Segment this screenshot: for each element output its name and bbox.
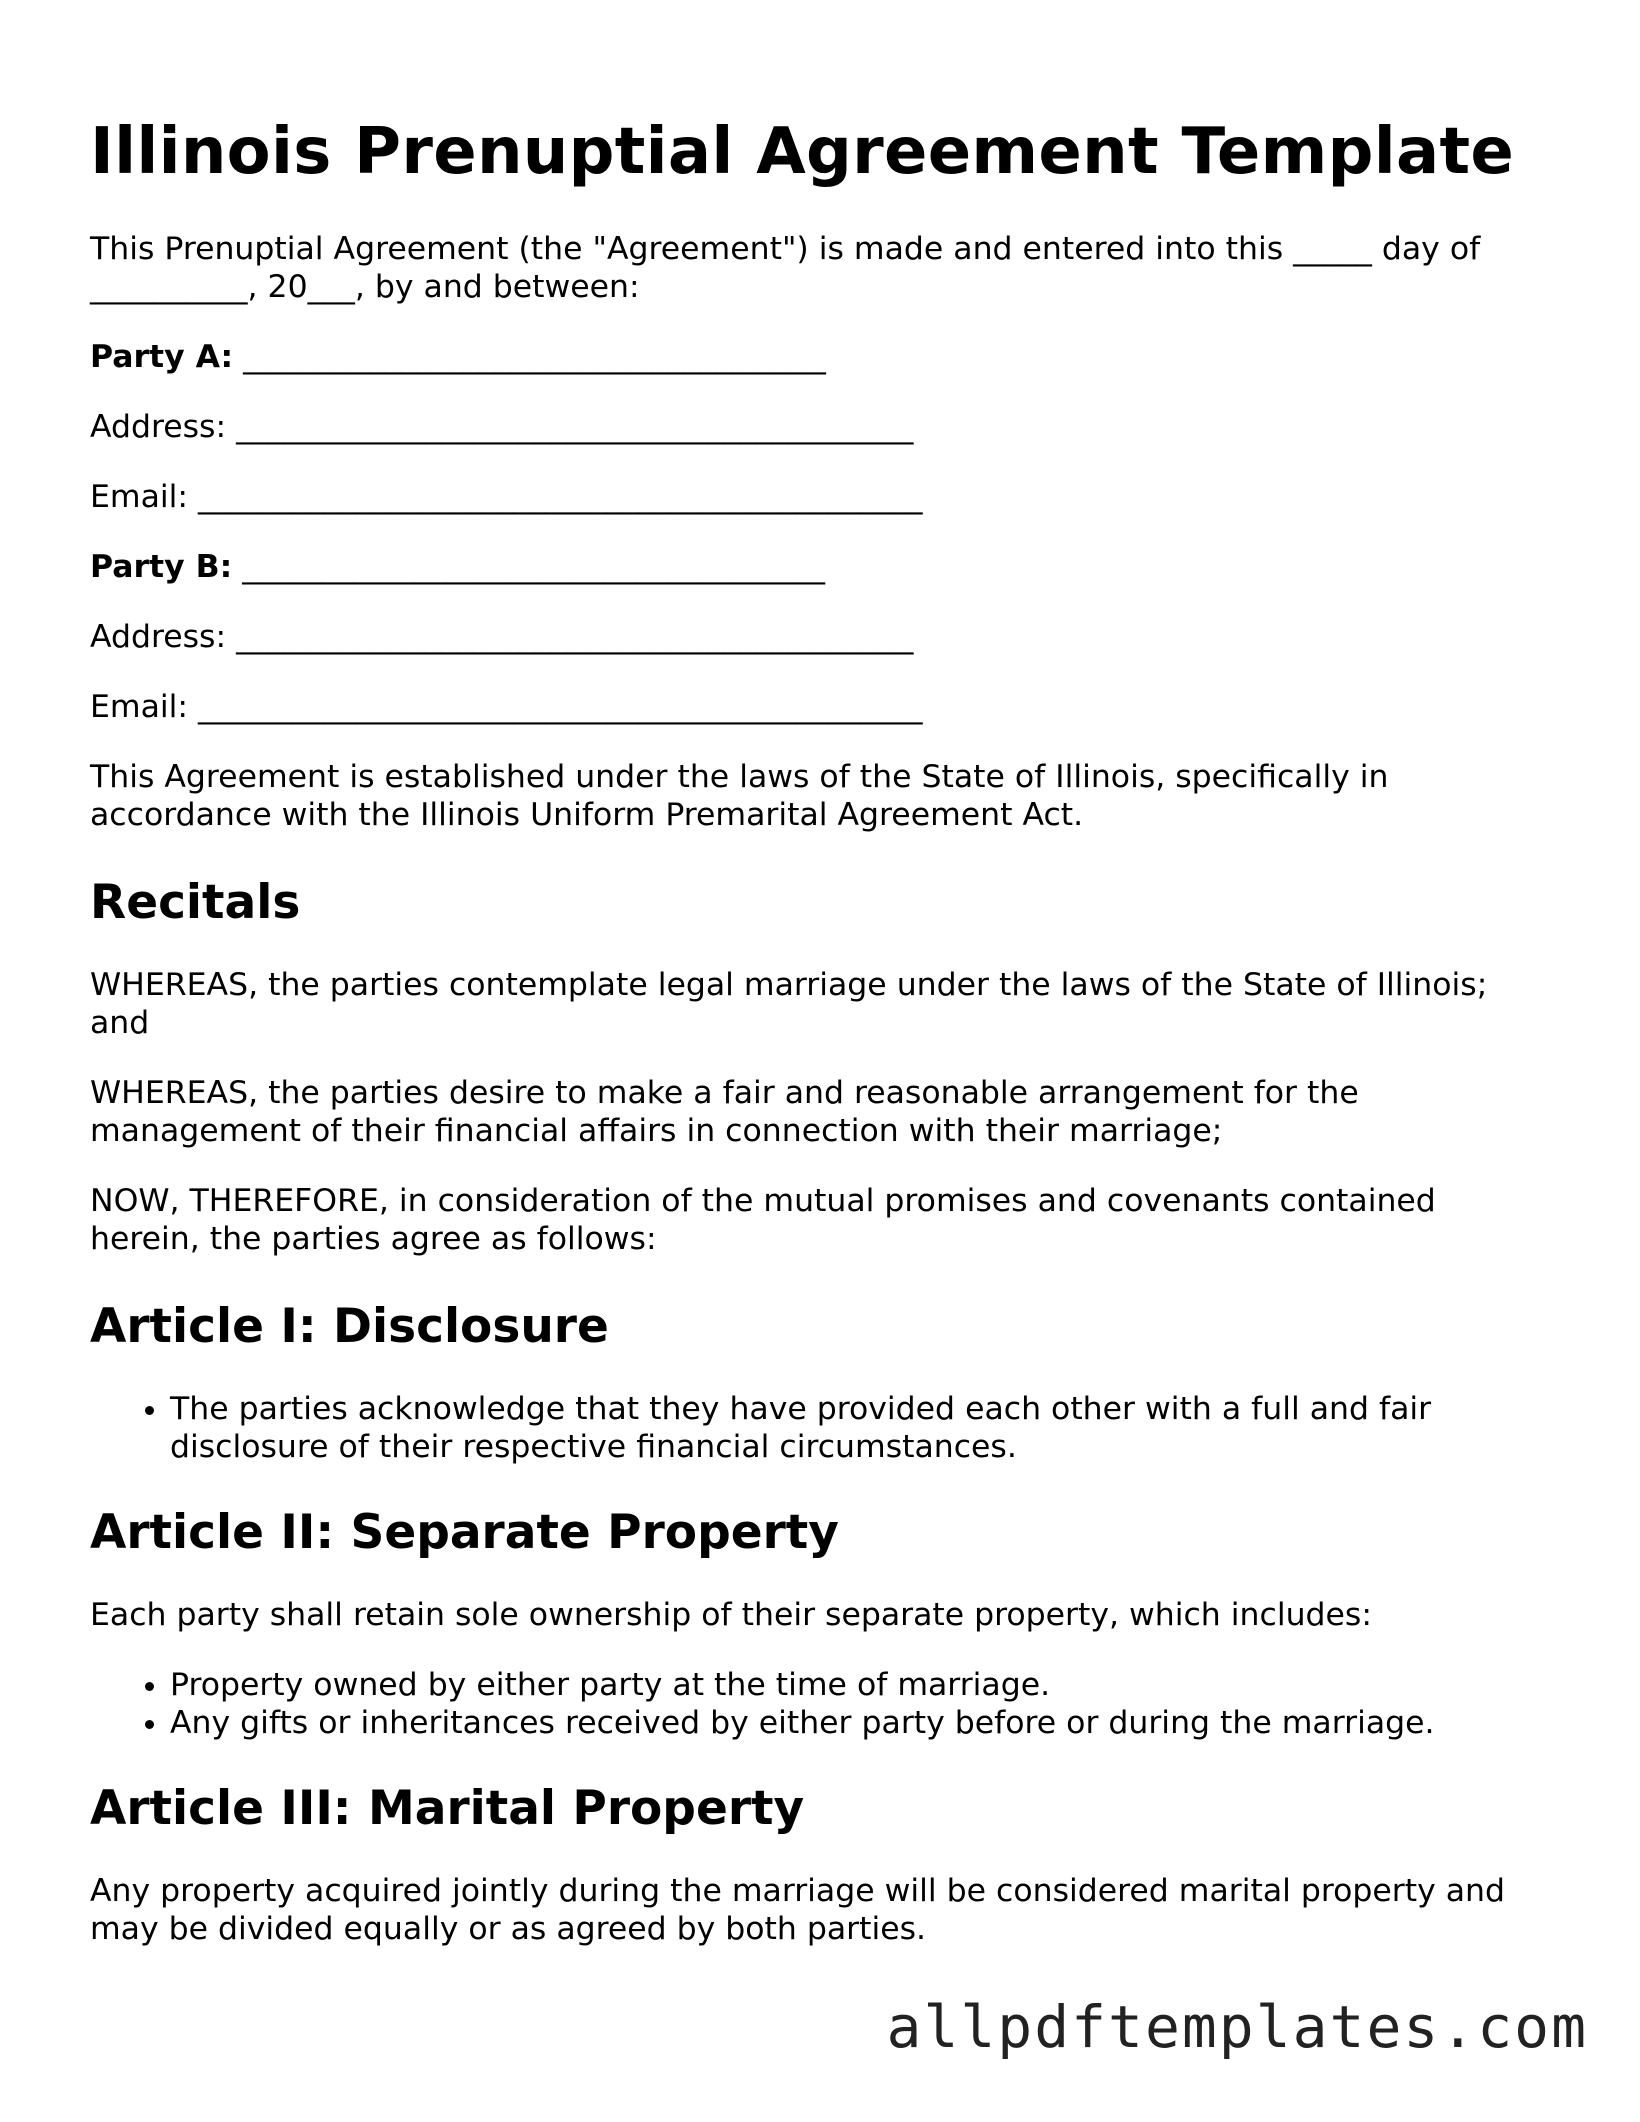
party-a-blank: _____________________________________	[233, 339, 826, 375]
list-item: • Any gifts or inheritances received by either party before or during the marriage.	[170, 1704, 1550, 1742]
party-a-email: Email: ______________________________________________	[90, 479, 923, 515]
document-page	[90, 112, 1550, 1980]
party-a-address: Address: ___________________________________________	[90, 409, 914, 445]
party-a-line	[90, 338, 1550, 376]
list-item: • Property owned by either party at the time of marriage.	[170, 1666, 1550, 1704]
article-2-heading: Article II: Separate Property	[90, 1505, 839, 1560]
recitals-heading: Recitals	[90, 875, 301, 930]
party-b-label: Party B:	[90, 549, 233, 585]
watermark-text: allpdftemplates.com	[886, 1993, 1588, 2061]
governing-law-paragraph: This Agreement is established under the laws of the State of Illinois, specifically in accordance with the Illinois Uniform Premarital Agreement Act.	[90, 759, 1389, 833]
article-1-list	[90, 1390, 1550, 1466]
recital-paragraph: WHEREAS, the parties contemplate legal marriage under the laws of the State of Illinois; and	[90, 967, 1488, 1041]
party-a-label: Party A:	[90, 339, 234, 375]
article-3-heading: Article III: Marital Property	[90, 1781, 805, 1836]
recital-paragraph: NOW, THEREFORE, in consideration of the mutual promises and covenants contained herein, the parties agree as follows:	[90, 1183, 1436, 1257]
article-3-text: Any property acquired jointly during the marriage will be considered marital property and may be divided equally or as agreed by both parties.	[90, 1873, 1506, 1947]
intro-paragraph: This Prenuptial Agreement (the "Agreement") is made and entered into this _____ day of __________, 20___, by and between:	[90, 231, 1481, 305]
article-2-intro: Each party shall retain sole ownership of their separate property, which includes:	[90, 1597, 1372, 1633]
party-b-line	[90, 548, 1550, 586]
article-2-list	[90, 1666, 1550, 1742]
party-b-blank: _____________________________________	[232, 549, 825, 585]
party-b-address: Address: ___________________________________________	[90, 619, 914, 655]
party-b-email: Email: ______________________________________________	[90, 689, 923, 725]
recital-paragraph: WHEREAS, the parties desire to make a fair and reasonable arrangement for the management of their financial affairs in connection with their marriage;	[90, 1075, 1359, 1149]
list-item: • The parties acknowledge that they have provided each other with a full and fair disclosure of their respective financial circumstances.	[170, 1390, 1550, 1466]
article-1-heading: Article I: Disclosure	[90, 1299, 609, 1354]
document-title: Illinois Prenuptial Agreement Template	[90, 115, 1515, 189]
